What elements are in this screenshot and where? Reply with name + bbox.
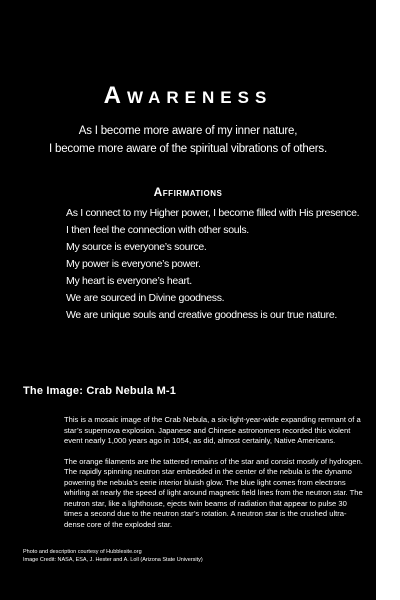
page-title: Awareness (103, 82, 273, 109)
affirmation-item: We are sourced in Divine goodness. (66, 292, 225, 304)
affirmation-item: We are unique souls and creative goodness is our true nature. (66, 309, 338, 321)
affirmation-item: I then feel the connection with other souls. (66, 224, 249, 236)
affirmation-item: As I connect to my Higher power, I become filled with His presence. (66, 207, 360, 219)
affirmation-item: My source is everyone’s source. (66, 241, 207, 253)
image-credits (23, 548, 203, 564)
page-edge (376, 0, 400, 600)
image-description (64, 415, 364, 540)
affirmation-item: My power is everyone’s power. (66, 258, 201, 270)
intro-line-1: As I become more aware of my inner nature, (78, 125, 298, 137)
intro-text (0, 122, 376, 158)
affirmation-item: My heart is everyone’s heart. (66, 275, 192, 287)
description-paragraph: The orange filaments are the tattered remains of the star and consist mostly of hydrogen. The rapidly spinning neutron star embedded in the center of the nebula is the dynamo powering the nebula’s eerie interior bluish glow. The blue light comes from electrons whirling at nearly the speed of light around magnetic field lines from the neutron star. The neutron star, like a lighthouse, ejects twin beams of radiation that appear to pulse 30 times a second due to the neutron star’s rotation. A neutron star is the crushed ultra-dense core of the exploded star. (64, 456, 363, 529)
intro-line-2: I become more aware of the spiritual vibrations of others. (49, 143, 327, 155)
affirmations-list (66, 205, 366, 324)
image-section-heading: The Image: Crab Nebula M-1 (23, 385, 177, 397)
description-paragraph: This is a mosaic image of the Crab Nebula, a six-light-year-wide expanding remnant of a star’s supernova explosion. Japanese and Chinese astronomers recorded this violent event nearly 1,000 years ago in 1054, as did, almost certainly, Native Americans. (64, 415, 361, 445)
affirmations-heading: Affirmations (153, 185, 223, 199)
credit-line-source: Photo and description courtesy of Hubblesite.org (23, 549, 142, 555)
credit-line-image: Image Credit: NASA, ESA, J. Hester and A. Loll (Arizona State University) (23, 557, 203, 563)
